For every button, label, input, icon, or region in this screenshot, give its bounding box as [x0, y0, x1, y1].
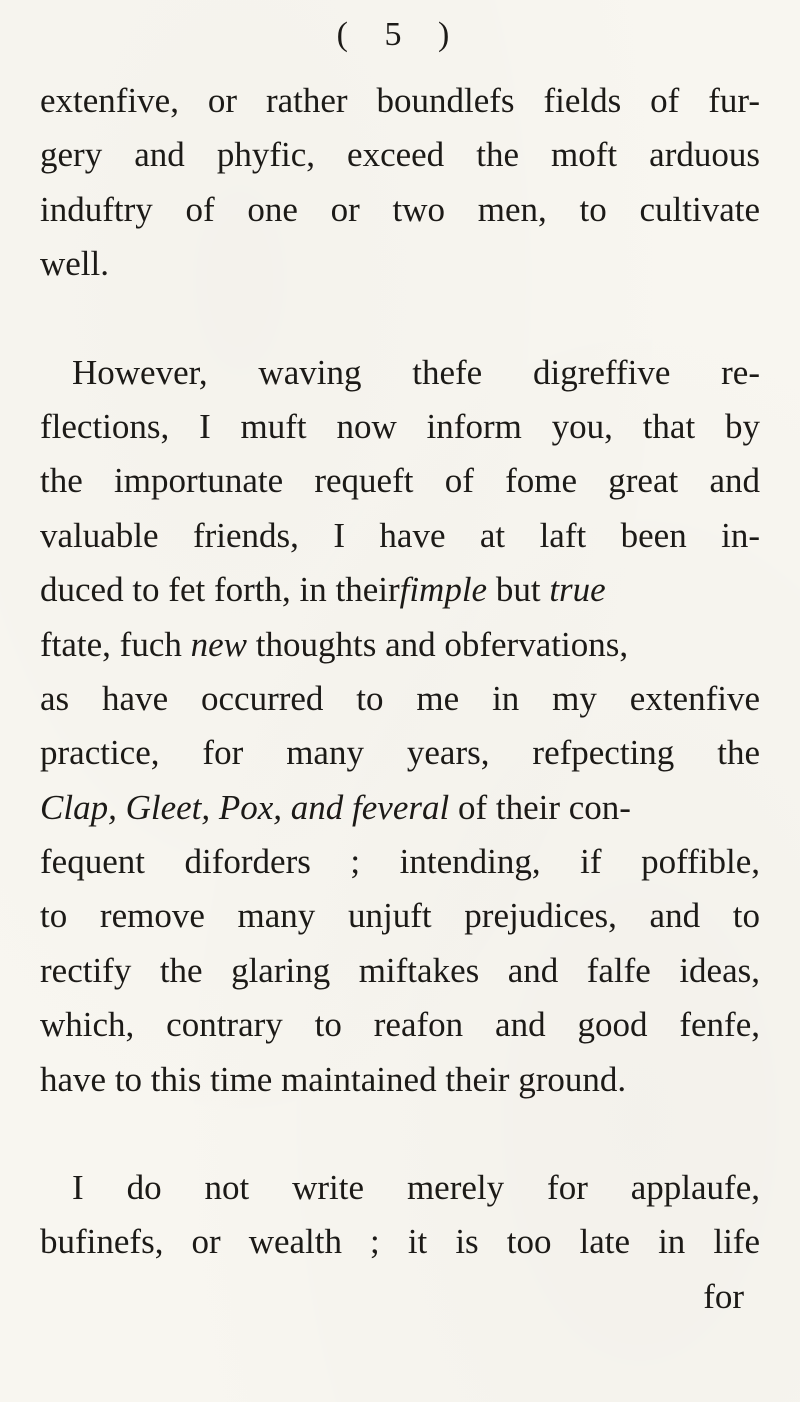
text-line: induftry of one or two men, to cultivate: [40, 189, 760, 229]
text-segment: of their con-: [449, 787, 631, 827]
italic-word: feveral: [352, 787, 450, 827]
text-line: practice, for many years, refpecting the: [40, 733, 760, 773]
text-line: well.: [40, 244, 110, 284]
text-line: flections, I muft now inform you, that by: [40, 406, 760, 446]
text-line: bufinefs, or wealth ; it is too late in life: [40, 1222, 760, 1262]
text-line: which, contrary to reafon and good fenfe,: [40, 1005, 760, 1045]
text-line: the importunate requeft of fome great and: [40, 461, 760, 501]
body-text: [40, 74, 760, 1324]
text-line-with-italics: [40, 563, 760, 617]
text-line: gery and phyfic, exceed the moft arduous: [40, 135, 760, 175]
text-line: I do not write merely for applaufe,: [72, 1168, 760, 1208]
text-line: have to this time maintained their ground.: [40, 1059, 627, 1099]
italic-word: new: [190, 624, 248, 664]
text-line: to remove many unjuft prejudices, and to: [40, 896, 760, 936]
text-line: However, waving thefe digreffive re-: [72, 352, 760, 392]
text-segment: but: [487, 570, 550, 610]
italic-word: true: [549, 570, 606, 610]
text-line: rectify the glaring miftakes and falfe ideas,: [40, 950, 760, 990]
text-line: fequent diforders ; intending, if poffible,: [40, 842, 760, 882]
text-line-with-italics: [40, 618, 760, 672]
text-segment: ftate, fuch: [40, 624, 182, 664]
paragraph-gap: [40, 292, 760, 346]
catchword: for: [703, 1276, 744, 1316]
italic-terms: Clap, Gleet, Pox, and: [40, 787, 344, 827]
text-line: as have occurred to me in my extenfive: [40, 678, 760, 718]
text-line: valuable friends, I have at laft been in-: [40, 515, 760, 555]
page-number: ( 5 ): [336, 16, 464, 53]
text-segment: thoughts and obfervations,: [247, 624, 629, 664]
text-segment: duced to fet forth, in their: [40, 570, 400, 610]
italic-word: fimple: [399, 570, 488, 610]
text-line-with-italics: [40, 781, 760, 835]
text-line: extenfive, or rather boundlefs fields of fur-: [40, 81, 760, 120]
paragraph-gap: [40, 1107, 760, 1161]
